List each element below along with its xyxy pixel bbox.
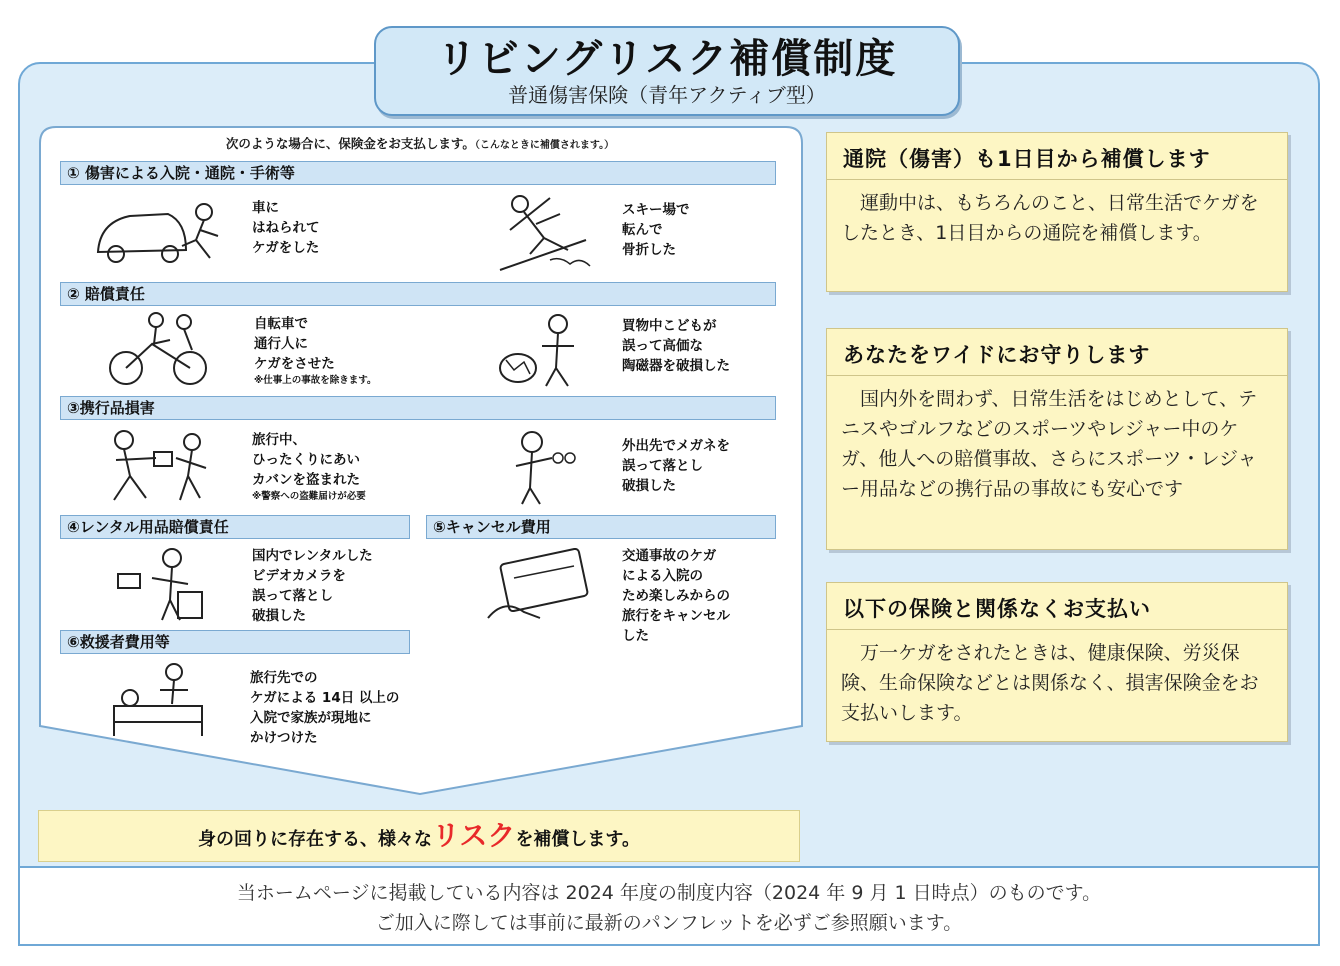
page-subtitle: 普通傷害保険（青年アクティブ型） — [508, 83, 826, 107]
item-camera-damage: 国内でレンタルした ビデオカメラを 誤って落とし 破損した — [252, 548, 373, 624]
section-bar-injury: ① 傷害による入院・通院・手術等 — [60, 161, 776, 185]
travel-cancel-illustration — [484, 548, 594, 628]
card-independent-title: 以下の保険と関係なくお支払い — [827, 583, 1287, 630]
card-outpatient-body: 運動中は、もちろんのこと、日常生活でケガをしたとき、1日目からの通院を補償します。 — [841, 192, 1259, 244]
risk-word: リスク — [431, 819, 516, 852]
card-independent-body: 万一ケガをされたときは、健康保険、労災保険、生命保険などとは関係なく、損害保険金をお支払いします。 — [841, 642, 1259, 724]
broken-pottery-illustration — [496, 312, 592, 392]
card-wide-protection — [826, 328, 1288, 550]
car-accident-illustration — [90, 192, 230, 268]
risk-text-before: 身の回りに存在する、様々な — [197, 829, 432, 850]
section-bar-rental: ④レンタル用品賠償責任 — [60, 515, 410, 539]
card-independent-payment — [826, 582, 1288, 742]
section-bar-property: ③携行品損害 — [60, 396, 776, 420]
title-box — [374, 26, 960, 116]
card-outpatient — [826, 132, 1288, 292]
item-trip-cancel: 交通事故のケガ による入院の ため楽しみからの 旅行をキャンセル した — [622, 548, 730, 644]
item-bag-stolen: 旅行中、 ひったくりにあい カバンを盗まれた ※警察への盗難届けが必要 — [252, 432, 366, 502]
item-pottery-damage: 買物中こどもが 誤って高価な 陶磁器を破損した — [622, 318, 730, 374]
risk-banner — [38, 810, 800, 862]
footer-notice — [18, 866, 1320, 946]
footer-line-1: 当ホームページに掲載している内容は 2024 年度の制度内容（2024 年 9 月 1 日時点）のものです。 — [236, 882, 1102, 904]
dropped-glasses-illustration — [508, 428, 578, 508]
intro-small: （こんなときに補償されます。） — [474, 140, 615, 151]
card-outpatient-title: 通院（傷害）も1日目から補償します — [827, 133, 1287, 180]
section-bar-cancel: ⑤キャンセル費用 — [426, 515, 776, 539]
intro-main: 次のような場合に、保険金をお支払します。 — [225, 136, 475, 151]
bicycle-accident-illustration — [100, 310, 220, 390]
hospital-visit-illustration — [108, 660, 208, 740]
section-bar-rescuer: ⑥救援者費用等 — [60, 630, 410, 654]
item-bicycle-injury: 自転車で 通行人に ケガをさせた ※仕事上の事故を除きます。 — [254, 316, 377, 386]
snatching-illustration — [96, 428, 216, 508]
page-title: リビングリスク補償制度 — [436, 36, 898, 82]
item-glasses-broken: 外出先でメガネを 誤って落とし 破損した — [622, 438, 730, 494]
item-car-accident: 車に はねられて ケガをした — [252, 200, 320, 256]
dropped-camera-illustration — [108, 544, 208, 624]
ski-fall-illustration — [490, 190, 600, 276]
footer-line-2: ご加入に際しては事前に最新のパンフレットを必ずご参照願います。 — [375, 912, 963, 934]
risk-text-after: を補償します。 — [515, 829, 640, 850]
section-bar-liability: ② 賠償責任 — [60, 282, 776, 306]
item-family-rescue: 旅行先での ケガによる 14日 以上の 入院で家族が現地に かけつけた — [250, 670, 400, 746]
item-ski-fracture: スキー場で 転んで 骨折した — [622, 202, 690, 258]
coverage-intro — [100, 134, 740, 152]
card-wide-body: 国内外を問わず、日常生活をはじめとして、テニスやゴルフなどのスポーツやレジャー中のケガ、他人への賠償事故、さらにスポーツ・レジャー用品などの携行品の事故にも安心です — [841, 388, 1258, 500]
card-wide-title: あなたをワイドにお守りします — [827, 329, 1287, 376]
